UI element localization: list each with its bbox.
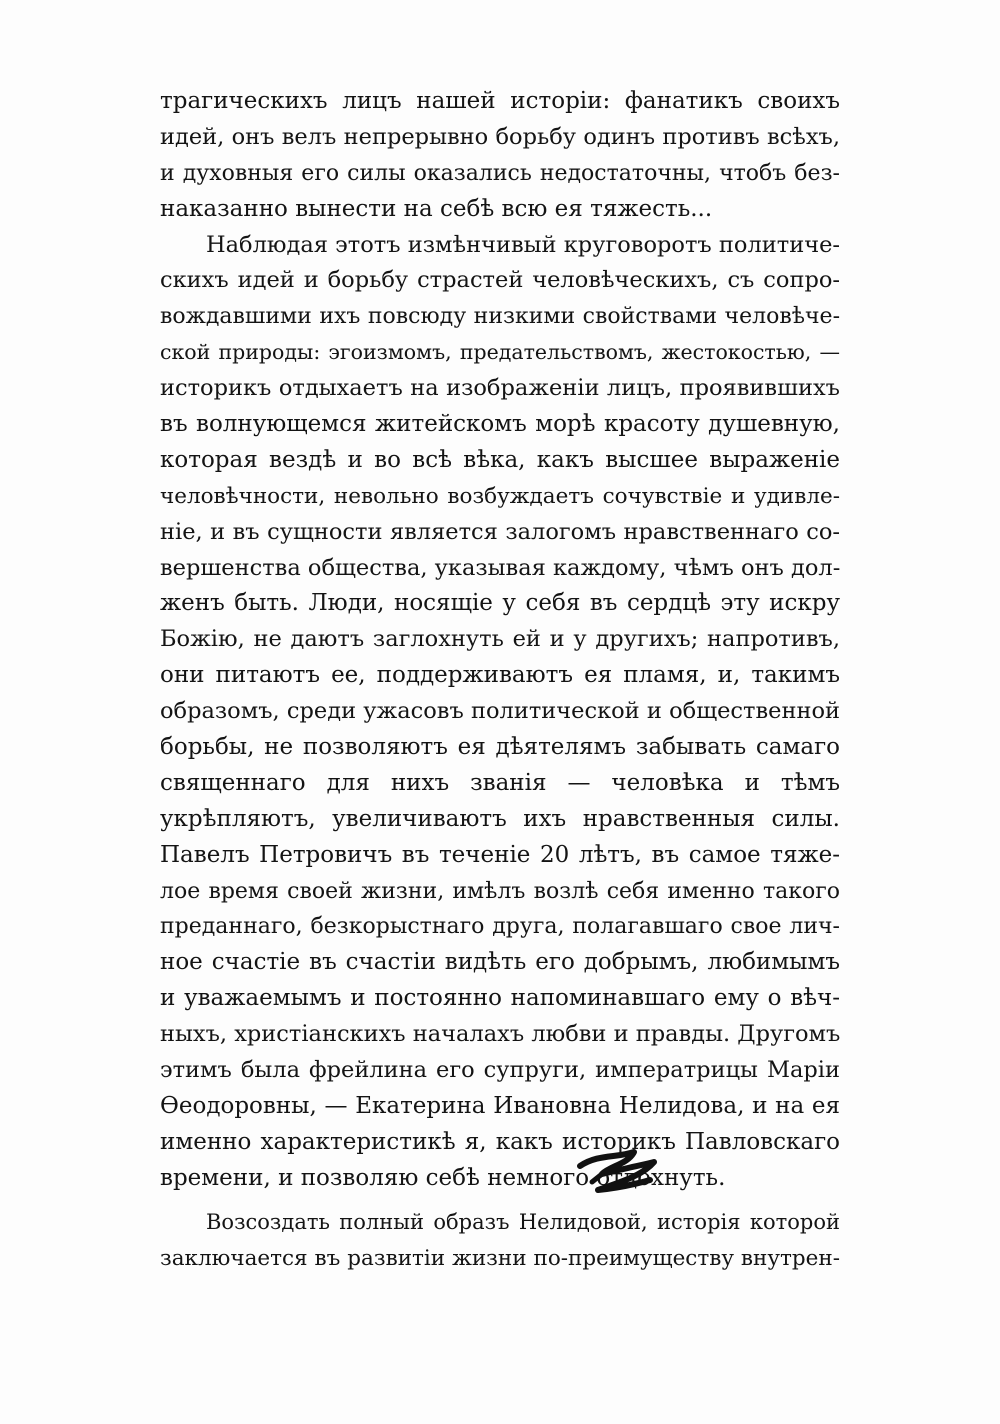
text-line: идей, онъ велъ непрерывно борьбу одинъ противъ всѣхъ, bbox=[160, 123, 840, 150]
text-line: ской природы: эгоизмомъ, предательствомъ, жестокостью, — bbox=[160, 340, 840, 365]
text-line: укрѣпляютъ, увеличиваютъ ихъ нравственныя силы. bbox=[160, 805, 840, 832]
text-line: Наблюдая этотъ измѣнчивый круговоротъ политиче- bbox=[206, 231, 840, 258]
text-line: вождавшими ихъ повсюду низкими свойствами человѣче- bbox=[160, 304, 840, 330]
page-text bbox=[160, 84, 840, 1276]
text-line: священнаго для нихъ званія — человѣка и тѣмъ bbox=[160, 769, 840, 796]
text-line: Ѳеодоровны, — Екатерина Ивановна Нелидова, и на ея bbox=[160, 1092, 840, 1119]
text-line: ніе, и въ сущности является залогомъ нравственнаго со- bbox=[160, 518, 840, 545]
paragraph-gap bbox=[160, 1197, 840, 1205]
paragraph-1 bbox=[160, 84, 840, 228]
text-line: времени, и позволяю себѣ немного отдохнуть. bbox=[160, 1164, 726, 1191]
text-line: именно характеристикѣ я, какъ историкъ Павловскаго bbox=[160, 1128, 840, 1155]
text-line: борьбы, не позволяютъ ея дѣятелямъ забывать самаго bbox=[160, 734, 840, 761]
paragraph-2 bbox=[160, 228, 840, 1197]
text-line: Возсоздать полный образъ Нелидовой, исторія которой bbox=[206, 1209, 840, 1234]
text-line: они питаютъ ее, поддерживаютъ ея пламя, и, такимъ bbox=[160, 662, 840, 689]
ink-scribble-mark bbox=[558, 1136, 688, 1206]
text-line: женъ быть. Люди, носящіе у себя въ сердцѣ эту искру bbox=[160, 590, 840, 617]
text-line: трагическихъ лицъ нашей исторіи: фанатикъ своихъ bbox=[160, 88, 840, 114]
text-line: образомъ, среди ужасовъ политической и общественной bbox=[160, 698, 840, 725]
text-line: Павелъ Петровичъ въ теченіе 20 лѣтъ, въ самое тяже- bbox=[160, 841, 840, 868]
text-line: заключается въ развитіи жизни по-преимуществу внутрен- bbox=[160, 1245, 840, 1271]
text-line: которая вездѣ и во всѣ вѣка, какъ высшее выраженіе bbox=[160, 446, 840, 473]
text-line: этимъ была фрейлина его супруги, императрицы Маріи bbox=[160, 1057, 840, 1084]
text-line: вершенства общества, указывая каждому, чѣмъ онъ дол- bbox=[160, 554, 840, 581]
paragraph-3 bbox=[160, 1205, 840, 1277]
text-line: преданнаго, безкорыстнаго друга, полагавшаго свое лич- bbox=[160, 914, 840, 940]
text-line: ныхъ, христіанскихъ началахъ любви и правды. Другомъ bbox=[160, 1021, 840, 1048]
text-line: скихъ идей и борьбу страстей человѣческихъ, съ сопро- bbox=[160, 267, 840, 294]
text-line: историкъ отдыхаетъ на изображеніи лицъ, проявившихъ bbox=[160, 375, 840, 402]
text-line: и уважаемымъ и постоянно напоминавшаго ему о вѣч- bbox=[160, 985, 840, 1012]
text-line: лое время своей жизни, имѣлъ возлѣ себя именно такого bbox=[160, 878, 840, 904]
text-line: въ волнующемся житейскомъ морѣ красоту душевную, bbox=[160, 411, 840, 438]
text-line: человѣчности, невольно возбуждаетъ сочувствіе и удивле- bbox=[160, 483, 840, 509]
text-line: ное счастіе въ счастіи видѣть его добрымъ, любимымъ bbox=[160, 949, 840, 976]
text-line: и духовныя его силы оказались недостаточны, чтобъ без- bbox=[160, 160, 840, 186]
text-line: наказанно вынести на себѣ всю ея тяжесть... bbox=[160, 195, 713, 222]
text-line: Божію, не даютъ заглохнуть ей и у другихъ; напротивъ, bbox=[160, 626, 840, 653]
